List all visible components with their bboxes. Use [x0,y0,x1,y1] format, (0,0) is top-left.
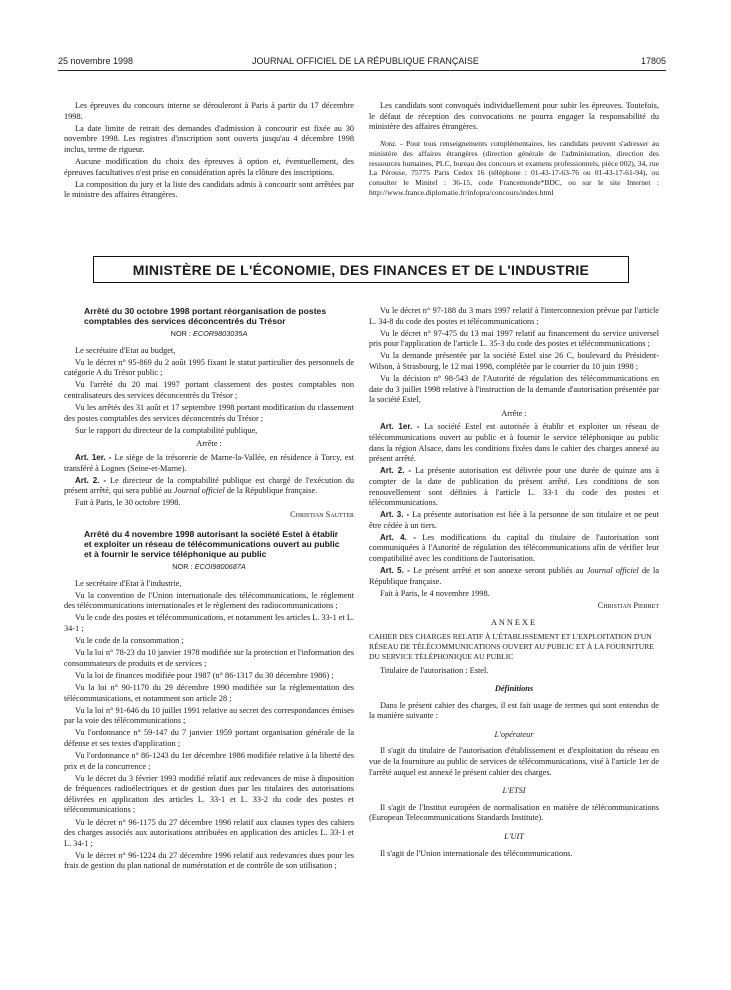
article: Art. 5. - Le présent arrêté et son annexe seront publiés au Journal officiel de la République française. [369,566,660,586]
arrete-title: Arrêté du 4 novembre 1998 autorisant la société Estel à établir et exploiter un réseau de télécommunications ouvert au public et à fournir le service téléphonique au public [84,529,340,559]
arrete-title: Arrêté du 30 octobre 1998 portant réorganisation de postes comptables des services déconcentrés du Trésor [84,306,327,326]
done-at: Fait à Paris, le 4 novembre 1998. [380,588,490,598]
paragraph: Vu la loi de finances modifiée pour 1987 (n° 86-1317 du 30 décembre 1986) ; [75,670,334,680]
paragraph: Le secrétaire d'Etat à l'industrie, [75,578,182,588]
header-date: 25 novembre 1998 [58,56,134,66]
paragraph: Vu le décret n° 96-1224 du 27 décembre 1996 relatif aux redevances dues pour les frais de gestion du plan national de numérotation et de contrôle de son utilisation ; [64,850,354,871]
page-number: 17805 [640,56,666,66]
paragraph: La date limite de retrait des demandes d'admission à concourir est fixée au 30 novembre 1998. Les registres d'inscription sont ouverts jusqu'au 4 décembre 1998 inclus, terme de rigueur. [64,123,354,154]
paragraph: Le secrétaire d'Etat au budget, [75,345,176,355]
article: Art. 3. - La présente autorisation est liée à la personne de son titulaire et ne peut être cédée à un tiers. [369,510,660,530]
paragraph: Il s'agit du titulaire de l'autorisation d'établissement et d'exploitation du réseau en vue de la fourniture au public de services de télécommunications, visé à l'article 1er de l'arrêté auquel est annexé le présent cahier des charges. [369,746,659,777]
ministry-banner [93,256,629,283]
article: Art. 4. - Les modifications du capital du titulaire de l'autorisation sont communiquées à l'Autorité de régulation des télécommunications afin de vérifier leur compatibilité avec les conditions de l'autorisation. [369,532,659,564]
holder: Titulaire de l'autorisation : Estel. [380,665,489,675]
paragraph: Vu la loi n° 90-1170 du 29 décembre 1990 modifiée sur la réglementation des télécommunications, et notamment son article 28 ; [64,682,354,703]
paragraph: Vu les arrêtés des 31 août et 17 septembre 1998 portant modification du classement des postes comptables des services déconcentrés du Trésor ; [64,403,354,423]
paragraph: Sur le rapport du directeur de la comptabilité publique, [75,425,258,435]
signatory: Christian Pierret [597,600,659,610]
nor-reference: NOR : ECOI9800687A [172,562,246,571]
lower-left-column [64,306,354,874]
ministry-title: MINISTÈRE DE L'ÉCONOMIE, DES FINANCES ET DE L'INDUSTRIE [132,261,590,278]
paragraph: Vu le décret n° 96-1175 du 27 décembre 1996 relatif aux clauses types des cahiers des charges associés aux autorisations attribuées en application des articles L. 33-1 et L. 34-1 ; [64,817,354,848]
paragraph: Vu le code des postes et télécommunications, et notamment les articles L. 33-1 et L. 34-1 ; [64,613,354,633]
paragraph: Vu la convention de l'Union internationale des télécommunications, le règlement des télécommunications internationales et le règlement des radiocommunications ; [64,590,354,611]
operator-heading: L'opérateur [494,729,534,739]
uit-heading: L'UIT [504,832,524,842]
top-right-column [369,101,659,199]
paragraph: La composition du jury et la liste des candidats admis à concourir sont arrêtées par le ministre des affaires étrangères. [64,179,354,200]
article: Art. 1er. - Le siège de la trésorerie de Marne-la-Vallée, en résidence à Torcy, est transféré à Lognes (Seine-et-Marne). [64,452,355,473]
article: Art. 2. - Le directeur de la comptabilité publique est chargé de l'exécution du présent arrêté, qui sera publié au Journal officiel de la République française. [64,475,355,496]
signatory: Christian Sautter [290,510,354,520]
annex-heading: CAHIER DES CHARGES RELATIF À L'ÉTABLISSEMENT ET L'EXPLOITATION D'UN RÉSEAU DE TÉLÉCOMMUNICATIONS OUVERT AU PUBLIC ET À LA FOURNITURE DU SERVICE TÉLÉPHONIQUE AU PUBLIC [369,632,654,661]
paragraph: Dans le présent cahier des charges, il est fait usage de termes qui sont entendus de la manière suivante : [369,700,659,721]
etsi-heading: L'ETSI [502,786,526,796]
lower-right-column [369,306,659,861]
nor-reference: NOR : ECOR9803035A [170,329,248,338]
top-left-column [64,101,354,202]
paragraph: Vu le décret n° 97-188 du 3 mars 1997 relatif à l'interconnexion prévue par l'article L. 34-8 du code des postes et télécommunications ; [369,306,659,326]
paragraph: Aucune modification du choix des épreuves à option et, éventuellement, des épreuves facultatives n'est prise en considération après la clôture des inscriptions. [64,156,354,177]
paragraph: Les candidats sont convoqués individuellement pour subir les épreuves. Toutefois, le défaut de réception des convocations ne pourra engager la responsabilité du ministère des affaires étrangères. [369,101,659,132]
paragraph: Vu le décret n° 97-475 du 13 mai 1997 relatif au financement du service universel pris pour l'application de l'article L. 35-3 du code des postes et télécommunications ; [369,328,659,349]
paragraph: Vu la demande présentée par la société Estel sise 26 C, boulevard du Président-Wilson, à Strasbourg, le 12 mai 1998, complétée par le courrier du 10 juin 1998 ; [369,351,659,371]
paragraph: Vu l'ordonnance n° 59-147 du 7 janvier 1959 portant organisation générale de la défense et ses textes d'application ; [64,728,354,748]
nota-label: Nota. [380,139,397,149]
paragraph: Vu le décret du 3 février 1993 modifié relatif aux redevances de mise à disposition de fréquences radioélectriques et de gestion dues par les titulaires des autorisations délivrées en application des articles L. 33-1 et L. 33-2 du code des postes et télécommunications ; [64,773,354,815]
paragraph: Vu l'ordonnance n° 86-1243 du 1er décembre 1986 modifiée relative à la liberté des prix et de la concurrence ; [64,751,354,771]
annex-title: ANNEXE [490,617,538,627]
nota-paragraph [369,139,659,197]
article: Art. 2. - La présente autorisation est délivrée pour une durée de quinze ans à compter de la date de publication du présent arrêté. Les conditions de son renouvellement sont définies à l'article L. 33-1 du code des postes et télécommunications. [369,466,660,508]
paragraph: Vu la loi n° 78-23 du 10 janvier 1978 modifiée sur la protection et l'information des consommateurs de produits et de services ; [64,648,354,668]
arrete-label: Arrête : [196,439,222,449]
article: Art. 1er. - La société Estel est autorisée à établir et exploiter un réseau de télécommunications ouvert au public et à fournir le service téléphonique au public dans la région Alsace, dans les conditions fixées dans le cahier des charges annexé au présent arrêté. [369,422,659,464]
arrete-label: Arrête : [501,408,527,418]
paragraph: Vu le décret n° 95-869 du 2 août 1995 fixant le statut particulier des personnels de catégorie A du Trésor public ; [64,357,354,378]
paragraph: Vu la loi n° 91-646 du 10 juillet 1991 relative au secret des correspondances émises par la voie des télécommunications ; [64,705,354,726]
done-at: Fait à Paris, le 30 octobre 1998. [75,498,181,508]
paragraph: Vu l'arrêté du 20 mai 1997 portant classement des postes comptables non centralisateurs des services déconcentrés du Trésor ; [64,380,354,400]
nota-text: - Pour tous renseignements complémentaires, les candidats peuvent s'adresser au ministère des affaires étrangères (direction générale de l'administration, direction des ressources humaines, PLC, bureau des concours et examens professionnels, pièce 002), 34, rue La Pérouse, 75775 Paris Cedex 16 (téléphone : 01-43-17-63-76 ou 01-43-17-61-94), ou consulter le Minitel : 36-15, code Francemonde*BDC, ou sur le site Internet : http://www.france.diplomatie.fr/infopra/concours/index.html [369,139,659,197]
header-rule [58,70,666,71]
definitions-heading: Définitions [494,684,534,694]
paragraph: Il s'agit de l'Union internationale des télécommunications. [380,848,573,858]
paragraph: Les épreuves du concours interne se dérouleront à Paris à partir du 17 décembre 1998. [64,101,354,121]
paragraph: Vu la décision n° 98-543 de l'Autorité de régulation des télécommunications en date du 3 juillet 1998 relative à l'instruction de la demande d'autorisation présentée par la société Estel, [369,374,659,405]
paragraph: Il s'agit de l'Institut européen de normalisation en matière de télécommunications (European Telecommunications Standards Institute). [369,802,659,823]
paragraph: Vu le code de la consommation ; [75,636,184,646]
journal-title: JOURNAL OFFICIEL DE LA RÉPUBLIQUE FRANÇAISE [252,56,479,66]
